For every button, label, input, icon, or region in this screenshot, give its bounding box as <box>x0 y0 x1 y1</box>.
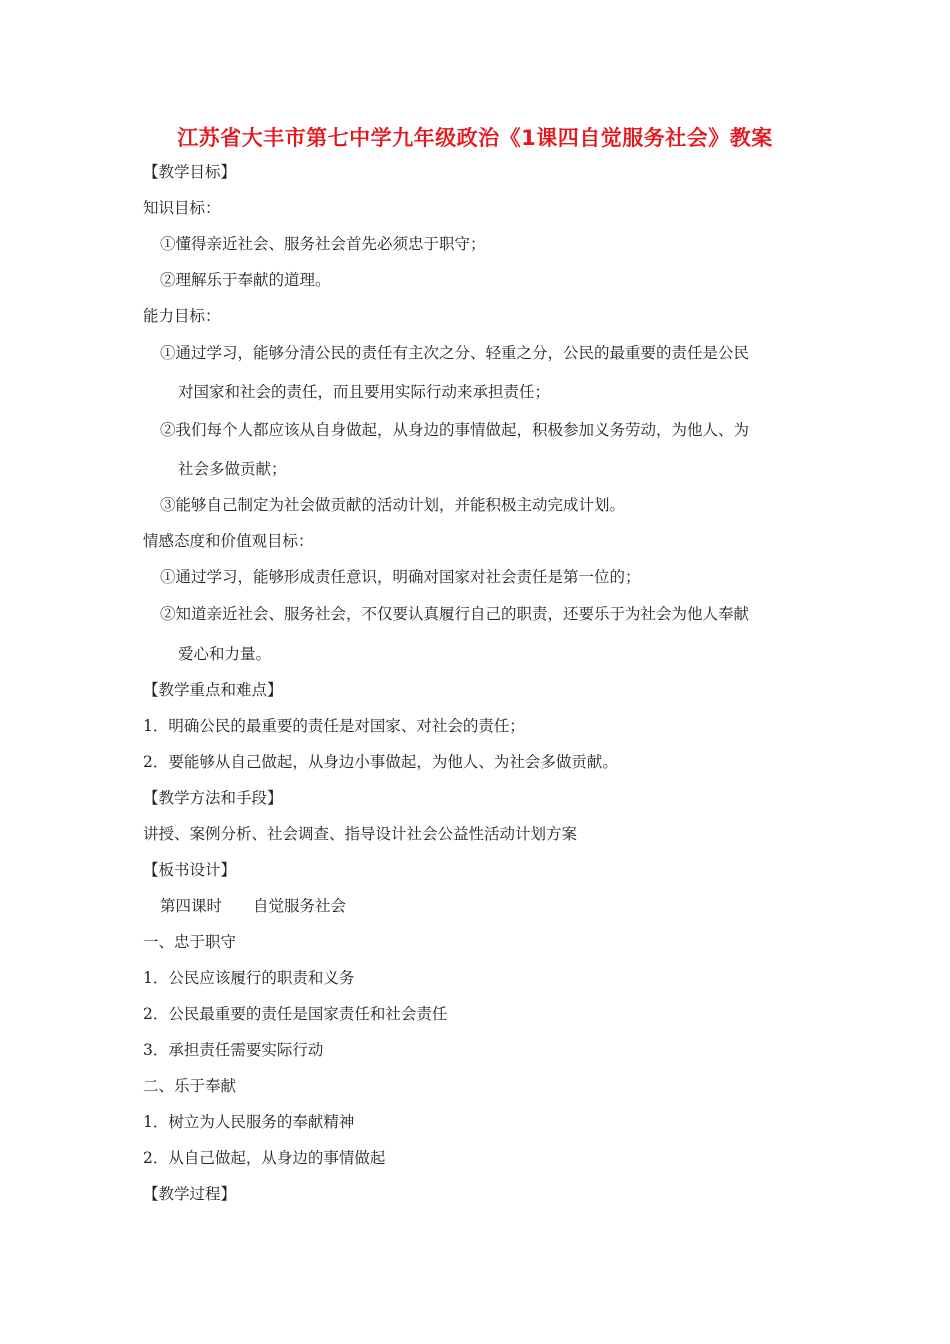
methods-text: 讲授、案例分析、社会调查、指导设计社会公益性活动计划方案 <box>143 825 578 843</box>
board-item-1-3: 3．承担责任需要实际行动 <box>143 1041 324 1059</box>
key-point-1: 1．明确公民的最重要的责任是对国家、对社会的责任； <box>143 717 525 735</box>
board-item-1-2: 2．公民最重要的责任是国家责任和社会责任 <box>143 1005 448 1023</box>
knowledge-goal-2: ②理解乐于奉献的道理。 <box>160 271 331 289</box>
emotion-goal-2-cont: 爱心和力量。 <box>178 645 272 663</box>
knowledge-goals-label: 知识目标： <box>143 199 221 217</box>
ability-goal-2-cont: 社会多做贡献； <box>178 460 287 478</box>
ability-goals-label: 能力目标： <box>143 307 221 325</box>
ability-goal-3: ③能够自己制定为社会做贡献的活动计划，并能积极主动完成计划。 <box>160 496 626 514</box>
board-section-2: 二、乐于奉献 <box>143 1077 237 1095</box>
heading-methods: 【教学方法和手段】 <box>143 789 283 807</box>
document-title: 江苏省大丰市第七中学九年级政治《1课四自觉服务社会》教案 <box>177 126 773 150</box>
heading-teaching-goals: 【教学目标】 <box>143 163 237 181</box>
board-section-1: 一、忠于职守 <box>143 933 237 951</box>
board-item-1-1: 1．公民应该履行的职责和义务 <box>143 969 355 987</box>
heading-teaching-process: 【教学过程】 <box>143 1185 237 1203</box>
board-lesson-title: 第四课时 自觉服务社会 <box>160 897 347 915</box>
heading-key-points: 【教学重点和难点】 <box>143 681 283 699</box>
board-item-2-1: 1．树立为人民服务的奉献精神 <box>143 1113 355 1131</box>
ability-goal-1-cont: 对国家和社会的责任，而且要用实际行动来承担责任； <box>178 383 551 401</box>
key-point-2: 2．要能够从自己做起，从身边小事做起，为他人、为社会多做贡献。 <box>143 753 618 771</box>
ability-goal-1: ①通过学习，能够分清公民的责任有主次之分、轻重之分，公民的最重要的责任是公民 <box>160 344 750 362</box>
board-item-2-2: 2．从自己做起，从身边的事情做起 <box>143 1149 386 1167</box>
ability-goal-2: ②我们每个人都应该从自身做起，从身边的事情做起，积极参加义务劳动，为他人、为 <box>160 421 750 439</box>
knowledge-goal-1: ①懂得亲近社会、服务社会首先必须忠于职守； <box>160 235 486 253</box>
heading-board-design: 【板书设计】 <box>143 861 237 879</box>
emotion-goals-label: 情感态度和价值观目标： <box>143 532 314 550</box>
emotion-goal-1: ①通过学习，能够形成责任意识，明确对国家对社会责任是第一位的； <box>160 568 641 586</box>
emotion-goal-2: ②知道亲近社会、服务社会，不仅要认真履行自己的职责，还要乐于为社会为他人奉献 <box>160 605 750 623</box>
